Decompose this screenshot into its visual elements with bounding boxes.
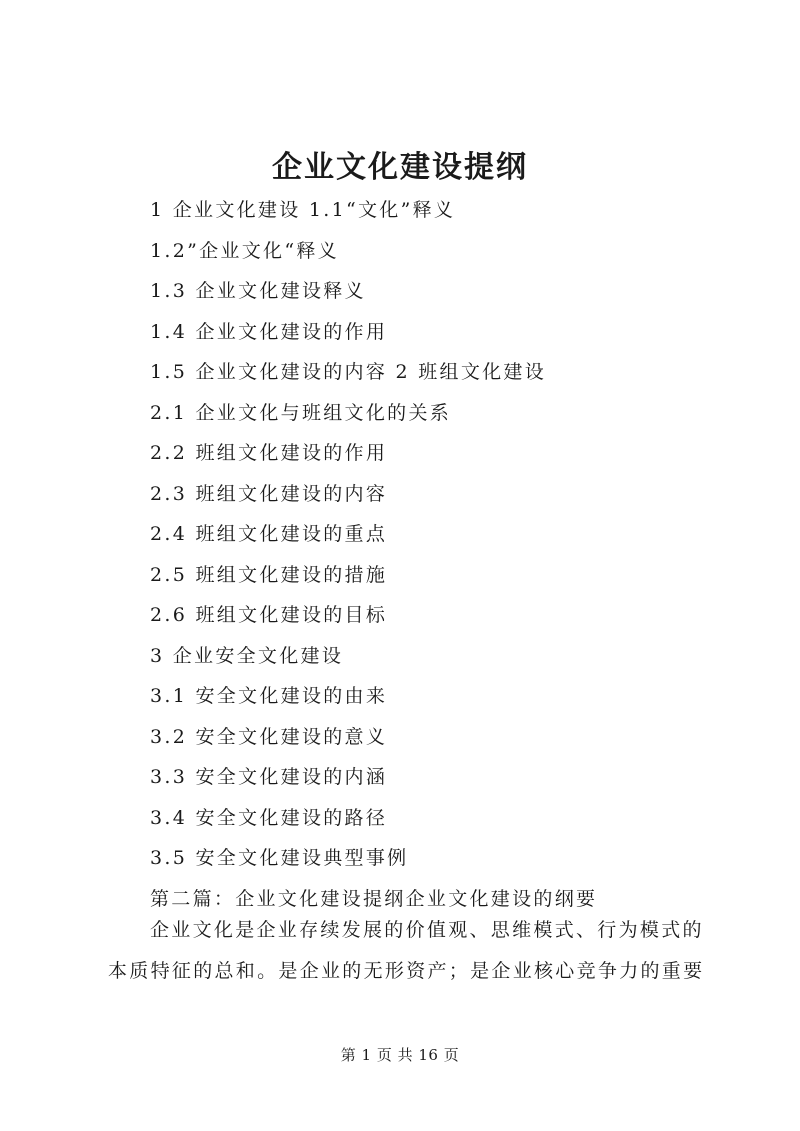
outline-item: 3.2 安全文化建设的意义 (150, 725, 388, 748)
paragraph-line: 本质特征的总和。是企业的无形资产；是企业核心竞争力的重要 (108, 960, 705, 982)
outline-item: 2.1 企业文化与班组文化的关系 (150, 401, 452, 424)
outline-item: 3.1 安全文化建设的由来 (150, 685, 388, 707)
outline-item: 1.3 企业文化建设释义 (150, 280, 366, 302)
paragraph-line: 企业文化是企业存续发展的价值观、思维模式、行为模式的 (150, 919, 704, 941)
outline-item: 2.6 班组文化建设的目标 (150, 604, 388, 626)
outline-item: 2.5 班组文化建设的措施 (150, 563, 388, 586)
section-heading: 第二篇：企业文化建设提纲企业文化建设的纲要 (150, 887, 598, 910)
body-paragraph (108, 910, 708, 992)
outline-item: 2.4 班组文化建设的重点 (150, 523, 388, 545)
outline-item: 2.2 班组文化建设的作用 (150, 442, 388, 464)
outline-item: 1.5 企业文化建设的内容 2 班组文化建设 (150, 361, 547, 383)
page-footer: 第 1 页 共 16 页 (340, 1046, 460, 1064)
outline-item: 1.2”企业文化“释义 (150, 239, 339, 262)
outline-item: 3 企业安全文化建设 (150, 644, 344, 667)
outline-list (150, 190, 750, 919)
outline-item: 3.5 安全文化建设典型事例 (150, 847, 409, 869)
outline-item: 1 企业文化建设 1.1“文化”释义 (150, 199, 456, 221)
outline-item: 3.3 安全文化建设的内涵 (150, 766, 388, 788)
outline-item: 1.4 企业文化建设的作用 (150, 320, 388, 343)
outline-item: 2.3 班组文化建设的内容 (150, 482, 388, 505)
outline-item: 3.4 安全文化建设的路径 (150, 806, 388, 829)
document-title: 企业文化建设提纲 (272, 150, 528, 185)
